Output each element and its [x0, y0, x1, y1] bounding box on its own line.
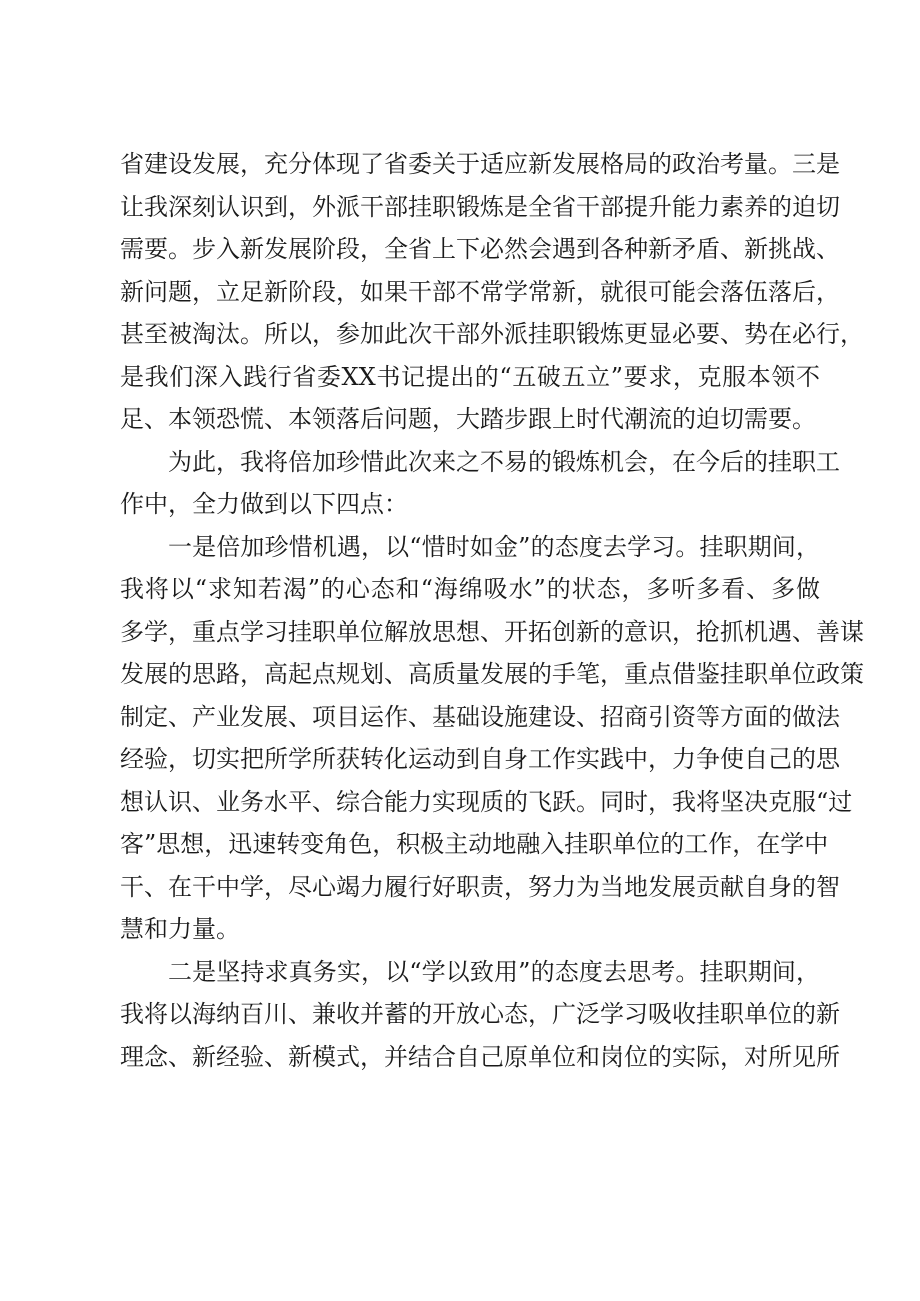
body-paragraph: [120, 441, 840, 526]
text-line: 让我深刻认识到，外派干部挂职锻炼是全省干部提升能力素养的迫切: [120, 192, 840, 221]
text-line: 想认识、业务水平、综合能力实现质的飞跃。同时，我将坚决克服“过: [120, 787, 853, 816]
body-paragraph: [120, 526, 864, 951]
text-line: 制定、产业发展、项目运作、基础设施建设、招商引资等方面的做法: [120, 702, 840, 731]
text-line: 足、本领恐慌、本领落后问题，大踏步跟上时代潮流的迫切需要。: [120, 405, 816, 433]
text-line: 新问题，立足新阶段，如果干部不常学常新，就很可能会落伍落后，: [120, 277, 840, 306]
text-line: 理念、新经验、新模式，并结合自己原单位和岗位的实际，对所见所: [120, 1042, 840, 1071]
text-line: 我将以“求知若渴”的心态和“海绵吸水”的状态，多听多看、多做: [120, 575, 820, 603]
body-paragraph: [120, 143, 864, 441]
text-line: 我将以海纳百川、兼收并蓄的开放心态，广泛学习吸收挂职单位的新: [120, 1000, 840, 1028]
text-line: 甚至被淘汰。所以，参加此次干部外派挂职锻炼更显必要、势在必行，: [120, 320, 864, 348]
text-line: 为此，我将倍加珍惜此次来之不易的锻炼机会，在今后的挂职工: [168, 447, 840, 476]
text-line: 客”思想，迅速转变角色，积极主动地融入挂职单位的工作，在学中: [120, 830, 829, 858]
text-line: 慧和力量。: [120, 915, 240, 943]
body-paragraph: [120, 951, 840, 1079]
text-line: 二是坚持求真务实，以“学以致用”的态度去思考。挂职期间，: [168, 957, 820, 986]
document-body: [120, 143, 864, 1078]
text-line: 干、在干中学，尽心竭力履行好职责，努力为当地发展贡献自身的智: [120, 872, 840, 901]
text-line: 需要。步入新发展阶段，全省上下必然会遇到各种新矛盾、新挑战、: [120, 235, 840, 263]
text-line: 是我们深入践行省委XX书记提出的“五破五立”要求，克服本领不: [120, 362, 820, 391]
text-line: 发展的思路，高起点规划、高质量发展的手笔，重点借鉴挂职单位政策: [120, 660, 864, 688]
text-line: 经验，切实把所学所获转化运动到自身工作实践中，力争使自己的思: [120, 745, 840, 773]
text-line: 一是倍加珍惜机遇，以“惜时如金”的态度去学习。挂职期间，: [168, 532, 820, 561]
text-line: 多学，重点学习挂职单位解放思想、开拓创新的意识，抢抓机遇、善谋: [120, 617, 864, 646]
text-line: 作中，全力做到以下四点：: [120, 490, 408, 518]
text-line: 省建设发展，充分体现了省委关于适应新发展格局的政治考量。三是: [120, 150, 840, 178]
